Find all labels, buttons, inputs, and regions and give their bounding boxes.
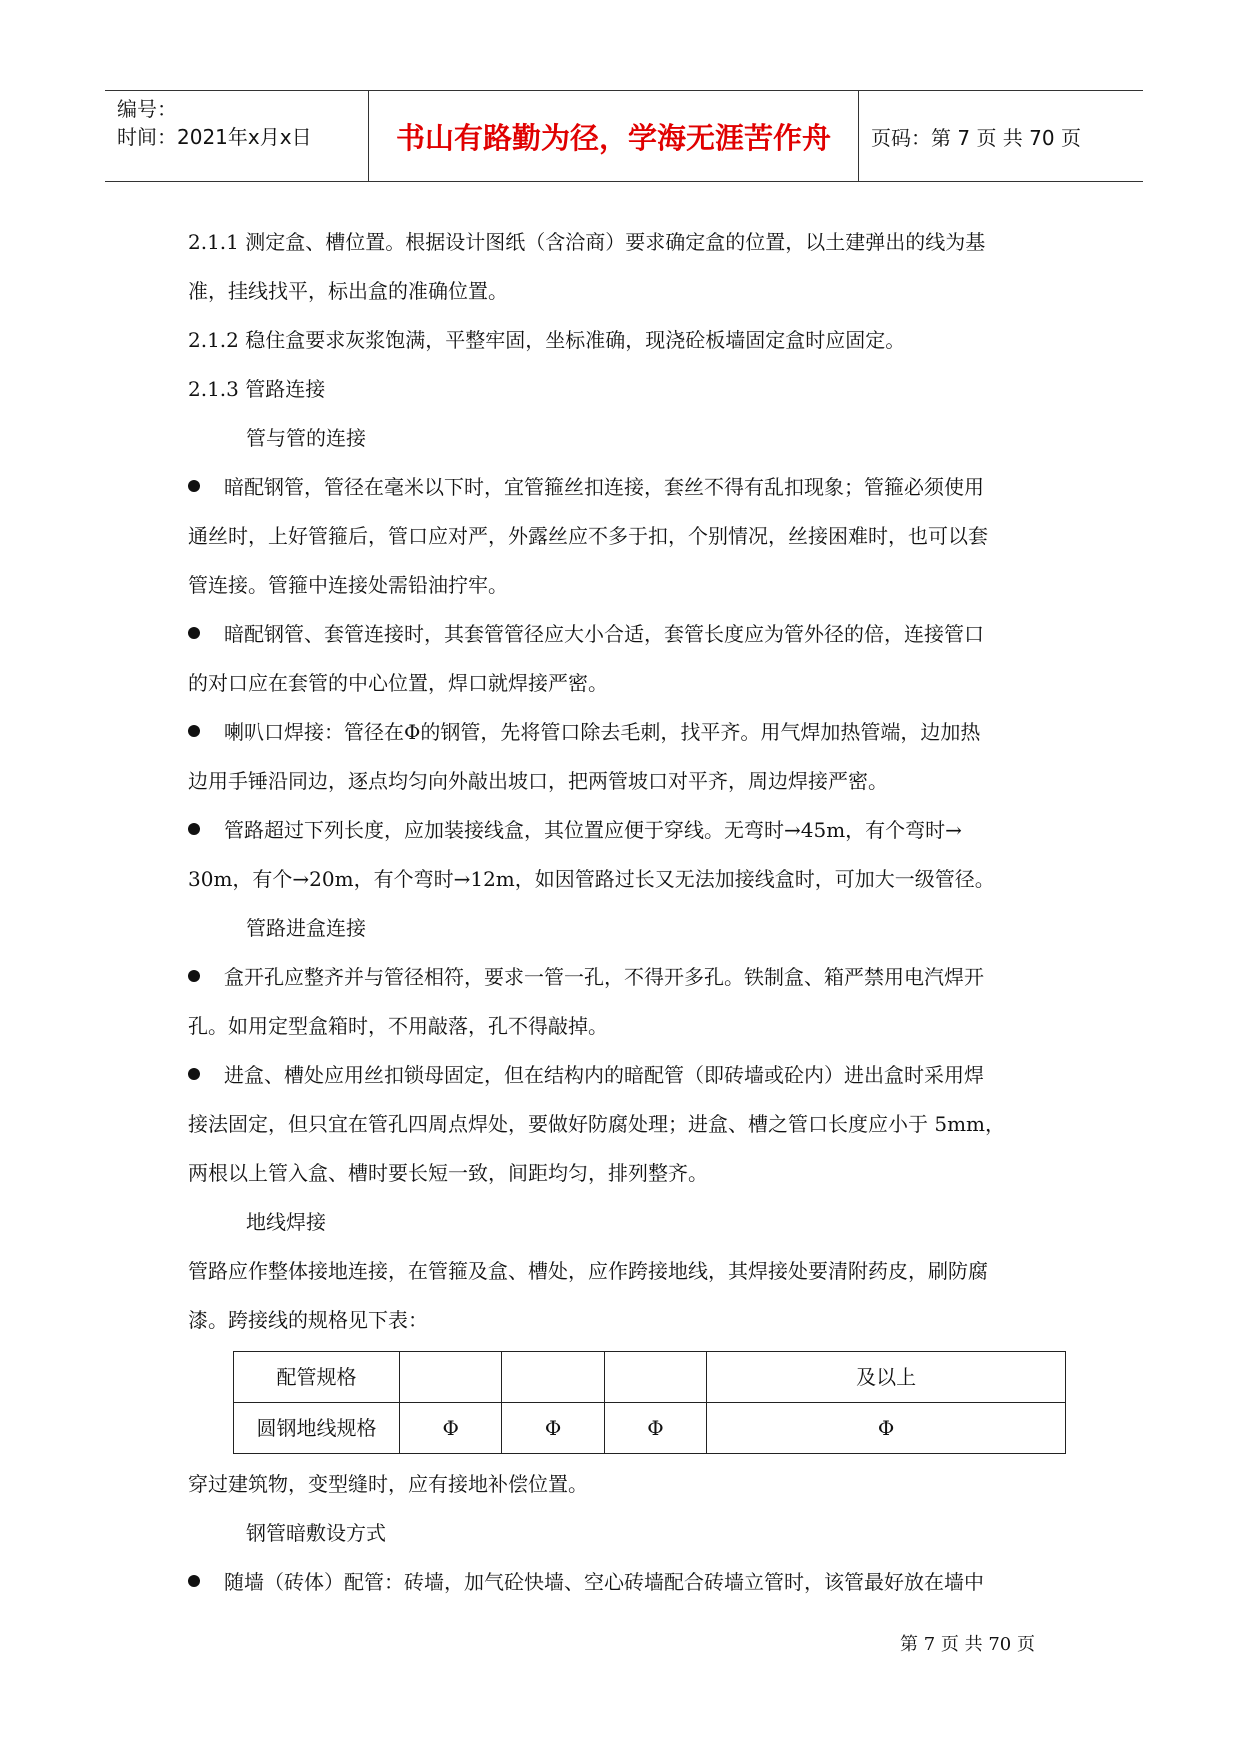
paragraph: 两根以上管入盒、槽时要长短一致，间距均匀，排列整齐。 — [188, 1161, 708, 1185]
bullet-icon — [188, 970, 200, 982]
table-cell: Φ — [400, 1403, 502, 1454]
doc-time-label: 时间：2021年x月x日 — [117, 125, 312, 149]
bullet-icon — [188, 725, 200, 737]
bullet-icon — [188, 1575, 200, 1587]
header-page-info: 页码：第 7 页 共 70 页 — [871, 125, 1081, 150]
table-cell: Φ — [707, 1403, 1066, 1454]
paragraph: 2.1.2 稳住盒要求灰浆饱满，平整牢固，坐标准确，现浇砼板墙固定盒时应固定。 — [188, 328, 906, 352]
page-header — [105, 90, 1143, 182]
subheading: 地线焊接 — [246, 1210, 326, 1234]
spec-table — [233, 1351, 1066, 1454]
paragraph: 管路应作整体接地连接，在管箍及盒、槽处，应作跨接地线，其焊接处要清附药皮，刷防腐 — [188, 1259, 988, 1283]
bullet-icon — [188, 480, 200, 492]
table-cell — [502, 1352, 604, 1403]
paragraph: 接法固定，但只宜在管孔四周点焊处，要做好防腐处理；进盒、槽之管口长度应小于 5mm， — [188, 1112, 1006, 1136]
page-footer: 第 7 页 共 70 页 — [900, 1634, 1035, 1655]
table-cell: 及以上 — [707, 1352, 1066, 1403]
table-cell: 圆钢地线规格 — [234, 1403, 400, 1454]
document-body — [188, 218, 1068, 1607]
paragraph: 30m，有个→20m，有个弯时→12m，如因管路过长又无法加接线盒时，可加大一级管径。 — [188, 867, 995, 891]
table-cell: Φ — [604, 1403, 706, 1454]
header-meta — [105, 91, 369, 181]
paragraph: 2.1.3 管路连接 — [188, 377, 326, 401]
subheading: 管与管的连接 — [246, 426, 366, 450]
header-motto: 书山有路勤为径，学海无涯苦作舟 — [369, 91, 859, 181]
subheading: 管路进盒连接 — [246, 916, 366, 940]
paragraph: 2.1.1 测定盒、槽位置。根据设计图纸（含洽商）要求确定盒的位置，以土建弹出的线为基 — [188, 230, 986, 254]
paragraph: 通丝时，上好管箍后，管口应对严，外露丝应不多于扣，个别情况，丝接困难时，也可以套 — [188, 524, 988, 548]
paragraph: 穿过建筑物，变型缝时，应有接地补偿位置。 — [188, 1472, 588, 1496]
table-cell: Φ — [502, 1403, 604, 1454]
bullet-item: 进盒、槽处应用丝扣锁母固定，但在结构内的暗配管（即砖墙或砼内）进出盒时采用焊 — [188, 1051, 1068, 1100]
bullet-item: 盒开孔应整齐并与管径相符，要求一管一孔，不得开多孔。铁制盒、箱严禁用电汽焊开 — [188, 953, 1068, 1002]
paragraph: 孔。如用定型盒箱时，不用敲落，孔不得敲掉。 — [188, 1014, 608, 1038]
paragraph: 边用手锤沿同边，逐点均匀向外敲出坡口，把两管坡口对平齐，周边焊接严密。 — [188, 769, 888, 793]
bullet-item: 随墙（砖体）配管：砖墙，加气砼快墙、空心砖墙配合砖墙立管时，该管最好放在墙中 — [188, 1558, 1068, 1607]
bullet-item: 暗配钢管，管径在毫米以下时，宜管箍丝扣连接，套丝不得有乱扣现象；管箍必须使用 — [188, 463, 1068, 512]
doc-number-label: 编号： — [117, 97, 177, 121]
bullet-icon — [188, 1068, 200, 1080]
table-cell — [604, 1352, 706, 1403]
paragraph: 管连接。管箍中连接处需铅油拧牢。 — [188, 573, 508, 597]
table-row — [234, 1352, 1066, 1403]
bullet-icon — [188, 823, 200, 835]
paragraph: 准，挂线找平，标出盒的准确位置。 — [188, 279, 508, 303]
bullet-item: 暗配钢管、套管连接时，其套管管径应大小合适，套管长度应为管外径的倍，连接管口 — [188, 610, 1068, 659]
bullet-item: 管路超过下列长度，应加装接线盒，其位置应便于穿线。无弯时→45m，有个弯时→ — [188, 806, 1068, 855]
table-cell: 配管规格 — [234, 1352, 400, 1403]
subheading: 钢管暗敷设方式 — [246, 1521, 386, 1545]
bullet-icon — [188, 627, 200, 639]
table-row — [234, 1403, 1066, 1454]
bullet-item: 喇叭口焊接：管径在Φ的钢管，先将管口除去毛刺，找平齐。用气焊加热管端，边加热 — [188, 708, 1068, 757]
paragraph: 漆。跨接线的规格见下表： — [188, 1308, 428, 1332]
table-cell — [400, 1352, 502, 1403]
paragraph: 的对口应在套管的中心位置，焊口就焊接严密。 — [188, 671, 608, 695]
